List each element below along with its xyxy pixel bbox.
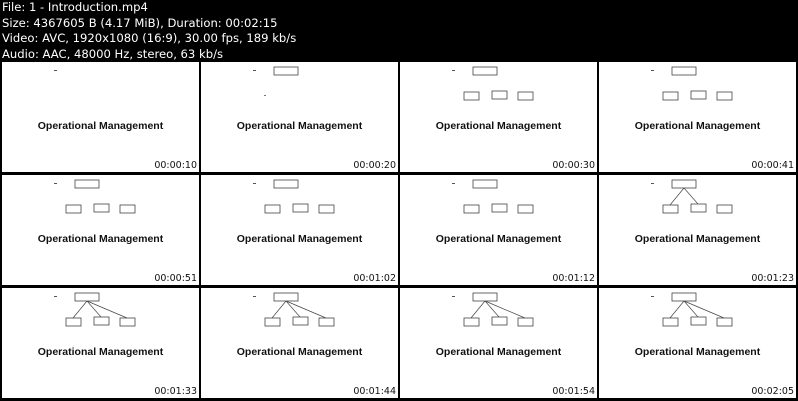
timestamp: 00:01:54 [552, 386, 595, 397]
thumbnail-frame [400, 288, 597, 398]
timestamp: 00:00:41 [751, 160, 794, 171]
thumbnail-frame [400, 62, 597, 172]
slide-title: Operational Management [435, 233, 562, 245]
thumbnail-frame [201, 288, 398, 398]
thumbnail-frame [599, 288, 796, 398]
media-info-header [2, 0, 796, 62]
timestamp: 00:02:05 [751, 386, 794, 397]
thumbnail-frame [599, 175, 796, 285]
slide-diagram [400, 288, 597, 348]
slide-mark [54, 70, 57, 71]
slide-diagram [400, 175, 597, 235]
slide-title: Operational Management [236, 233, 363, 245]
timestamp: 00:01:44 [353, 386, 396, 397]
slide-title: Operational Management [236, 346, 363, 358]
thumbnail-frame [2, 62, 199, 172]
timestamp: 00:01:12 [552, 273, 595, 284]
slide-title: Operational Management [634, 120, 761, 132]
thumbnail-frame [2, 175, 199, 285]
thumbnail-frame [400, 175, 597, 285]
slide-title: Operational Management [634, 346, 761, 358]
file-size-duration: Size: 4367605 B (4.17 MiB), Duration: 00:02:15 [2, 15, 278, 30]
timestamp: 00:01:23 [751, 273, 794, 284]
slide-title: Operational Management [634, 233, 761, 245]
timestamp: 00:00:30 [552, 160, 595, 171]
timestamp: 00:00:20 [353, 160, 396, 171]
slide-diagram [2, 175, 199, 235]
timestamp: 00:01:02 [353, 273, 396, 284]
audio-info: Audio: AAC, 48000 Hz, stereo, 63 kb/s [2, 46, 224, 61]
file-name: File: 1 - Introduction.mp4 [2, 0, 148, 14]
timestamp: 00:00:51 [154, 273, 197, 284]
slide-title: Operational Management [37, 346, 164, 358]
slide-title: Operational Management [37, 233, 164, 245]
slide-diagram [2, 288, 199, 348]
timestamp: 00:00:10 [154, 160, 197, 171]
slide-diagram [201, 62, 398, 122]
slide-title: Operational Management [37, 120, 164, 132]
thumbnail-grid [2, 62, 798, 401]
slide-diagram [201, 175, 398, 235]
slide-diagram [400, 62, 597, 122]
video-info: Video: AVC, 1920x1080 (16:9), 30.00 fps, 189 kb/s [2, 31, 297, 45]
slide-title: Operational Management [435, 120, 562, 132]
slide-diagram [599, 62, 796, 122]
thumbnail-frame [201, 62, 398, 172]
thumbnail-frame [599, 62, 796, 172]
slide-title: Operational Management [236, 120, 363, 132]
thumbnail-frame [2, 288, 199, 398]
slide-diagram [599, 288, 796, 348]
slide-diagram [599, 175, 796, 235]
thumbnail-frame [201, 175, 398, 285]
slide-diagram [201, 288, 398, 348]
slide-title: Operational Management [435, 346, 562, 358]
timestamp: 00:01:33 [154, 386, 197, 397]
